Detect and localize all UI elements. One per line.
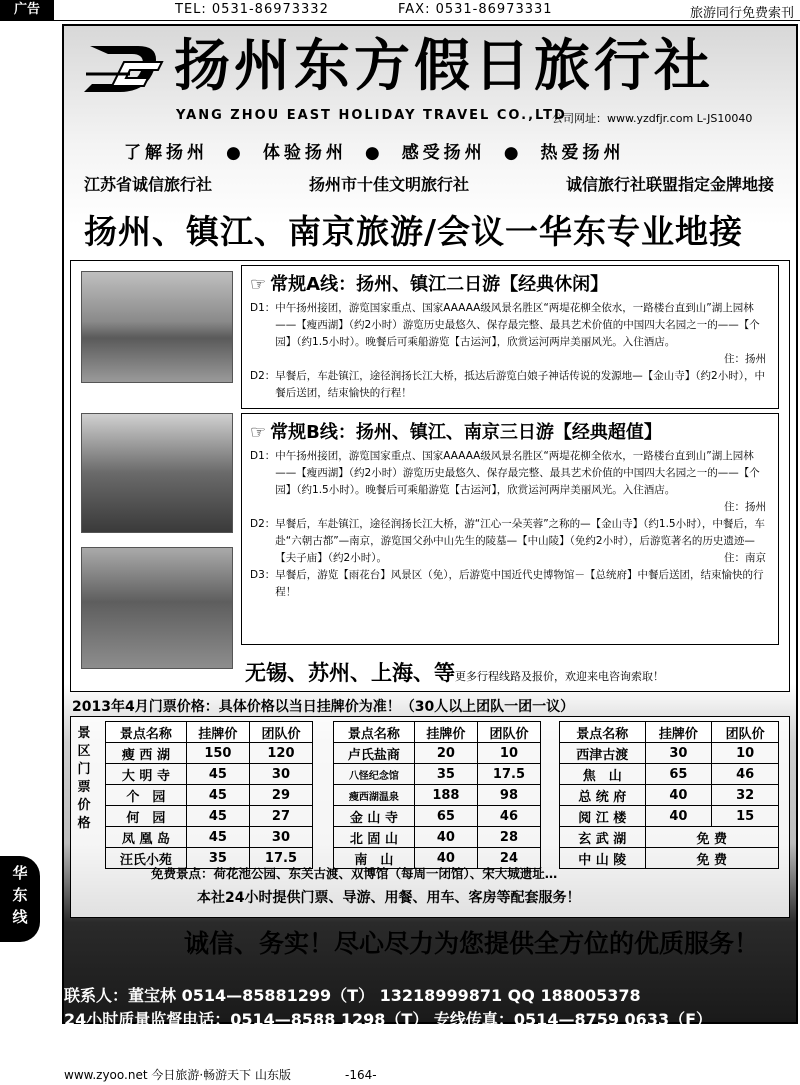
ticket-title: 2013年4月门票价格：具体价格以当日挂牌价为准！（30人以上团队一团一议） [72,699,575,715]
ticket-table-3: 景点名称 挂牌价 团队价 西津古渡 30 10 焦 山 65 46 总 统 府 40 32 阅 江 楼 40 15 玄 武 湖 免 费 中 山 陵 免 费 [559,721,779,869]
table-row: 卢氏盐商 20 10 [334,743,541,764]
service-note: 本社24小时提供门票、导游、用餐、用车、客房等配套服务！ [197,890,581,906]
slogan: 热爱扬州 [540,143,625,163]
footer-site: www.zyoo.net 今日旅游·畅游天下 山东版 [64,1068,291,1082]
table-row: 阅 江 楼 40 15 [560,806,779,827]
company-website: 公司网址：www.yzdfjr.com L-JS10040 [552,112,753,125]
slogan: 体验扬州 [262,143,347,163]
table-row: 总 统 府 40 32 [560,785,779,806]
table-row: 汪氏小苑 35 17.5 [106,848,313,869]
table-row: 玄 武 湖 免 费 [560,827,779,848]
route-b-day3: D3： 早餐后，游览【雨花台】风景区（免），后游览中国近代史博物馆－【总统府】中餐后送团，结束愉快的行程！ [250,569,764,598]
tel-number: TEL: 0531-86973332 [175,2,329,17]
ad-label: 广告 [0,0,54,20]
route-b-day2-stay: 住：南京 [724,552,766,564]
pointing-hand-icon: ☞ [250,422,267,443]
table-row: 凤 凰 岛 45 30 [106,827,313,848]
table-row: 焦 山 65 46 [560,764,779,785]
ticket-table-1: 景点名称 挂牌价 团队价 瘦 西 湖 150 120 大 明 寺 45 30 个 园 45 29 何 园 45 27 凤 凰 岛 45 30 汪氏小苑 35 17.5 [105,721,313,869]
company-title-english: YANG ZHOU EAST HOLIDAY TRAVEL CO.,LTD [176,108,567,123]
slogan: 了解扬州 [124,143,208,163]
route-b-day1-stay: 住：扬州 [724,501,766,513]
route-b-day1: D1： 中午扬州接团，游览国家重点、国家AAAAA级风景名胜区“两堤花柳全依水，一路楼台直到山”湖上园林——【瘦西湖】（约2小时）游览历史最悠久、保存最完整、最具艺术价值的中国四大名园之一的——【个园】（约1.5小时）。晚餐后可乘船游览【古运河】，欣赏运河两岸美丽风光。入住酒店。 [250,450,760,496]
contact-address: 公司地址：扬州市文昌西路316号来鹤台广场A—105 [64,1034,448,1053]
free-spots: 免费景点：荷花池公园、东关古渡、双博馆（每周一闭馆）、宋大城遗址… [151,866,558,881]
photo-five-pavilion-bridge [81,271,233,383]
route-a-day2: D2： 早餐后，车赴镇江，途径润扬长江大桥，抵达后游览白娘子神话传说的发源地—【金山寺】（约2小时），中餐后送团，结束愉快的行程！ [250,370,765,399]
credentials [84,172,774,195]
route-a-title: ☞ 常规A线：扬州、镇江二日游【经典休闲】 [250,274,609,295]
headline: 扬州、镇江、南京旅游/会议一华东专业地接 [84,212,744,251]
table-row: 瘦西湖温泉 188 98 [334,785,541,806]
table-row: 中 山 陵 免 费 [560,848,779,869]
slogans [124,138,643,163]
ticket-panel [70,716,790,918]
credential: 诚信旅行社联盟指定金牌地接 [565,175,774,194]
slogan-dot: ● [364,143,384,163]
region-tab: 华 东 线 [0,856,40,942]
table-row: 金 山 寺 65 46 [334,806,541,827]
table-row: 瘦 西 湖 150 120 [106,743,313,764]
photo-pagoda [81,413,233,533]
magazine-note: 旅游同行免费索刊 [689,6,794,21]
route-b-day2: D2： 早餐后，车赴镇江，途径润扬长江大桥，游“江心一朵芙蓉”之称的—【金山寺】（约1.5小时），中餐后，车赴“六朝古都”—南京，游览国父孙中山先生的陵墓—【中山陵】（免约2小时），后游览著名的历史遗迹—【夫子庙】（约2小时）。 住：南京 [250,516,772,567]
table-row: 大 明 寺 45 30 [106,764,313,785]
table-row: 八怪纪念馆 35 17.5 [334,764,541,785]
contact-hotline: 24小时质量监督电话：0514—8588 1298（T） 专线传真：0514—8759 0633（F） [64,1010,713,1029]
table-row: 南 山 40 24 [334,848,541,869]
credential: 扬州市十佳文明旅行社 [308,175,469,194]
page-number: -164- [344,1068,377,1082]
footer [64,1066,377,1083]
slogan-dot: ● [503,143,523,163]
company-title: 扬州东方假日旅行社 [174,33,714,99]
pointing-hand-icon: ☞ [250,274,267,295]
route-b [241,413,779,645]
credential: 江苏省诚信旅行社 [84,175,213,194]
table-row: 西津古渡 30 10 [560,743,779,764]
slogan-dot: ● [226,143,245,163]
route-a-day1-stay: 住：扬州 [724,353,766,365]
routes-panel [70,260,790,692]
table-row: 何 园 45 27 [106,806,313,827]
motto: 诚信、务实！尽心尽力为您提供全方位的优质服务！ [184,929,760,958]
route-a [241,265,779,409]
table-row: 北 固 山 40 28 [334,827,541,848]
ticket-side-label: 景 区 门 票 价 格 [77,726,91,831]
top-bar [0,0,800,21]
route-b-title: ☞ 常规B线：扬州、镇江、南京三日游【经典超值】 [250,422,662,443]
table-row: 个 园 45 29 [106,785,313,806]
fax-number: FAX: 0531-86973331 [398,2,553,17]
advert-frame [62,24,798,1024]
more-cities: 无锡、苏州、上海、等 [245,661,455,685]
contact-info [64,984,712,1056]
photo-garden [81,547,233,669]
more-routes [245,657,664,687]
route-a-day1: D1： 中午扬州接团，游览国家重点、国家AAAAA级风景名胜区“两堤花柳全依水，一路楼台直到山”湖上园林——【瘦西湖】（约2小时）游览历史最悠久、保存最完整、最具艺术价值的中国四大名园之一的——【个园】（约1.5小时）。晚餐后可乘船游览【古运河】，欣赏运河两岸美丽风光。入住酒店。 [250,302,760,348]
more-note: 更多行程线路及报价，欢迎来电咨询索取！ [455,670,664,683]
ticket-table-2: 景点名称 挂牌价 团队价 卢氏盐商 20 10 八怪纪念馆 35 17.5 瘦西湖温泉 188 98 金 山 寺 65 46 北 固 山 40 28 南 山 40 24 [333,721,541,869]
slogan: 感受扬州 [401,143,486,163]
company-logo-icon [84,40,164,98]
contact-person: 联系人：董宝林 0514—85881299（T） 13218999871 QQ 188005378 [64,986,641,1005]
